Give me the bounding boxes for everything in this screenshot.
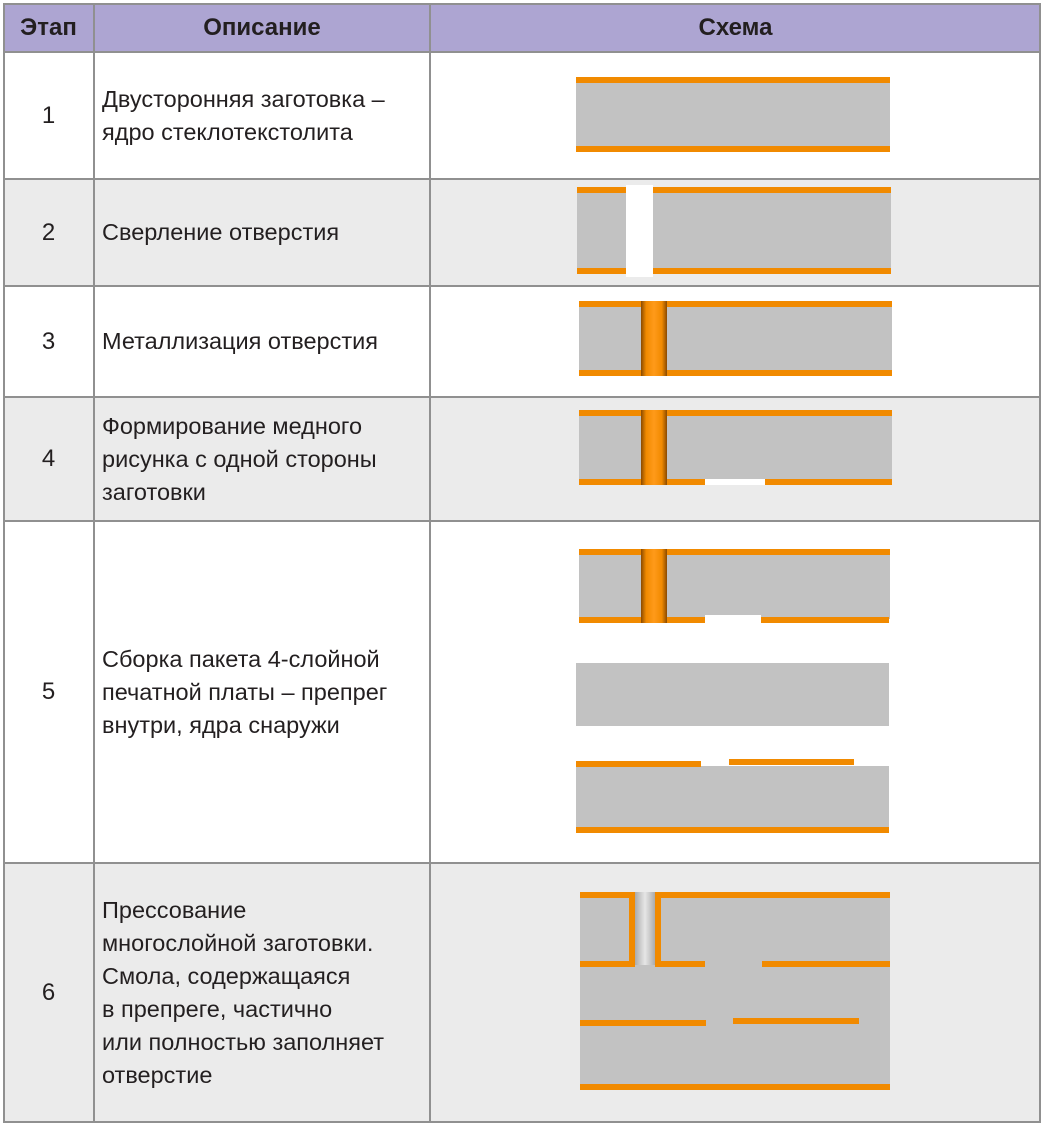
copper-bottom xyxy=(579,370,892,376)
process-table xyxy=(3,3,1041,1123)
laminate-core xyxy=(577,191,891,271)
scheme-stage-6 xyxy=(580,892,890,1090)
laminate-core-top xyxy=(579,553,890,619)
stage-description: Сборка пакета 4-слойной печатной платы – препрег внутри, ядра снаружи xyxy=(102,645,388,738)
scheme-stage-5 xyxy=(576,549,890,833)
stage-description: Двусторонняя заготовка – ядро стеклотекстолита xyxy=(102,85,385,145)
laminate-core-bottom xyxy=(576,766,889,830)
pressed-laminate xyxy=(580,895,890,1087)
stage-description: Формирование медного рисунка с одной стороны заготовки xyxy=(94,397,430,521)
column-divider xyxy=(429,3,431,1123)
copper-top xyxy=(579,301,892,307)
copper-trace xyxy=(765,479,892,485)
copper-trace xyxy=(576,761,701,767)
copper-bottom xyxy=(576,827,889,833)
copper-top xyxy=(579,549,890,555)
table-border xyxy=(1039,3,1041,1123)
stage-number: 3 xyxy=(41,327,56,355)
header-description: Описание xyxy=(94,3,430,52)
plated-via xyxy=(641,410,667,485)
row-divider xyxy=(3,862,1041,864)
row-divider xyxy=(3,396,1041,398)
copper-top xyxy=(576,77,890,83)
copper-bottom xyxy=(577,268,891,274)
row-divider xyxy=(3,178,1041,180)
resin-filled-via xyxy=(632,892,658,965)
plated-via xyxy=(641,549,667,623)
stage-number: 5 xyxy=(41,678,56,705)
table-border xyxy=(3,3,1041,5)
copper-top xyxy=(579,410,892,416)
laminate-core xyxy=(576,80,890,150)
table-border xyxy=(3,1121,1041,1123)
trace-gap xyxy=(705,479,765,485)
laminate-core xyxy=(579,414,892,482)
drilled-hole xyxy=(626,185,653,277)
scheme-stage-1 xyxy=(576,77,890,152)
laminate-core xyxy=(579,305,892,373)
scheme-stage-4 xyxy=(579,410,892,485)
plated-via xyxy=(641,301,667,376)
copper-top xyxy=(655,892,890,898)
copper-trace xyxy=(729,759,854,765)
copper-top xyxy=(580,892,635,898)
via-wall xyxy=(655,892,661,966)
stage-number: 1 xyxy=(41,101,56,129)
row-divider xyxy=(3,285,1041,287)
copper-bottom xyxy=(576,146,890,152)
header-scheme: Схема xyxy=(430,3,1041,52)
scheme-stage-2 xyxy=(577,185,891,277)
copper-bottom xyxy=(580,1084,890,1090)
prepreg-layer xyxy=(576,663,889,726)
copper-trace xyxy=(762,961,890,967)
scheme-stage-3 xyxy=(579,301,892,376)
stage-number: 6 xyxy=(3,863,94,1123)
stage-number: 2 xyxy=(3,179,94,286)
header-stage: Этап xyxy=(3,3,94,52)
stage-description: Прессование многослойной заготовки. Смола, содержащаяся в препреге, частично или полностью заполняет отверстие xyxy=(94,863,430,1123)
scheme-drawings xyxy=(3,3,1041,1123)
copper-trace xyxy=(580,961,635,967)
copper-top xyxy=(577,187,891,193)
copper-trace xyxy=(761,617,889,623)
inner-copper-trace xyxy=(733,1018,859,1024)
row-divider xyxy=(3,51,1041,53)
row-divider xyxy=(3,520,1041,522)
column-divider xyxy=(93,3,95,1123)
trace-gap xyxy=(705,615,761,625)
stage-number: 4 xyxy=(3,397,94,521)
via-wall xyxy=(629,892,635,966)
stage-description: Металлизация отверстия xyxy=(102,328,378,354)
stage-description: Сверление отверстия xyxy=(94,179,430,286)
table-border xyxy=(3,3,5,1123)
inner-copper-trace xyxy=(580,1020,706,1026)
copper-trace xyxy=(655,961,705,967)
